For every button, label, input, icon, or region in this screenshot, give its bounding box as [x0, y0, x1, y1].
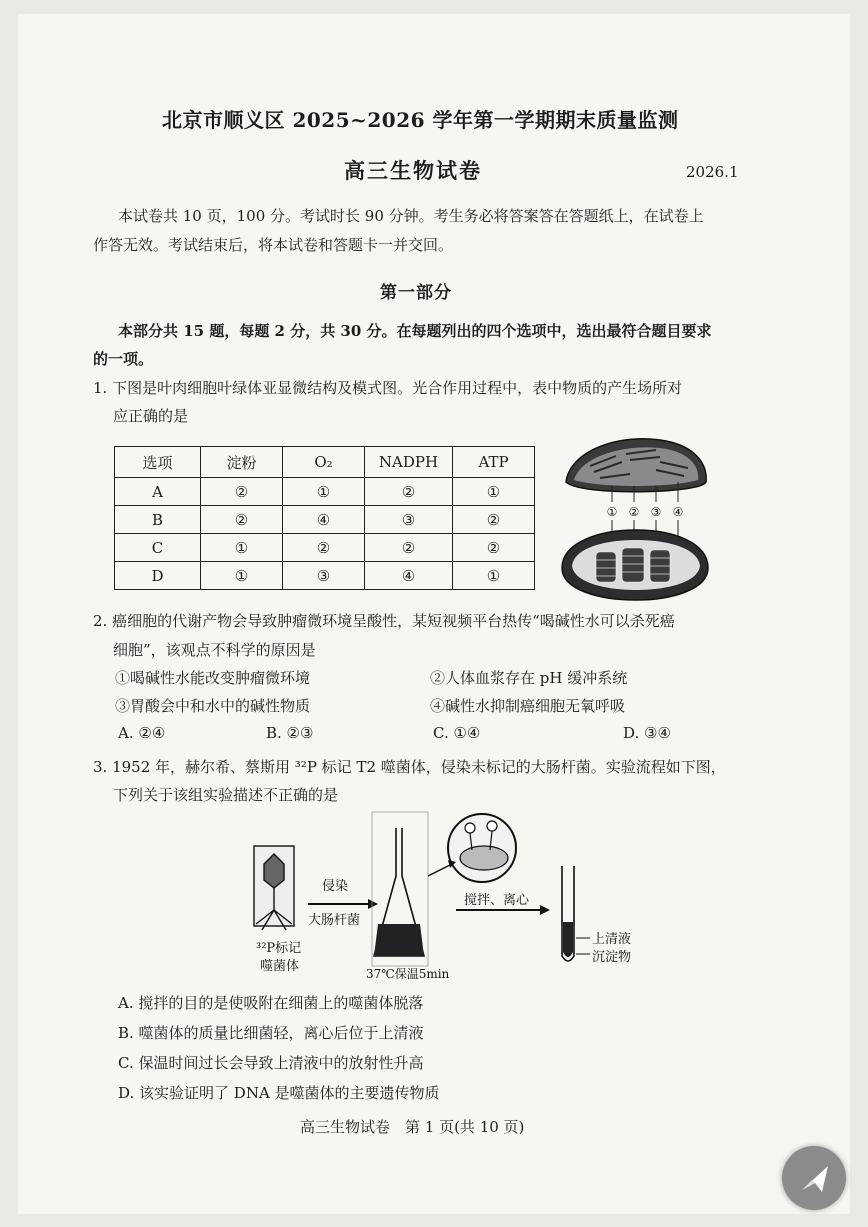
table-cell: ④: [283, 506, 365, 534]
table-cell: ②: [365, 534, 453, 562]
page-footer: 高三生物试卷 第 1 页(共 10 页): [300, 1118, 525, 1136]
table-cell: ③: [365, 506, 453, 534]
table-cell: ①: [201, 534, 283, 562]
floating-send-button[interactable]: [782, 1146, 846, 1210]
q1-options-table: [114, 446, 535, 590]
q2-statement-1: ①喝碱性水能改变肿瘤微环境: [115, 669, 311, 687]
table-header-cell: 选项: [115, 447, 201, 478]
phage-icon: [254, 846, 294, 930]
table-cell: ①: [453, 562, 535, 590]
q1-stem-line-2: 应正确的是: [113, 407, 189, 425]
table-cell: ②: [365, 478, 453, 506]
table-cell: C: [115, 534, 201, 562]
arrow1-label-top: 侵染: [322, 879, 349, 894]
figure-label-3: ③: [650, 505, 662, 519]
q3-option-d: D. 该实验证明了 DNA 是噬菌体的主要遗传物质: [118, 1084, 440, 1102]
phage-label-1: ³²P标记: [256, 941, 302, 956]
table-cell: A: [115, 478, 201, 506]
table-cell: ②: [453, 506, 535, 534]
phage-label-2: 噬菌体: [260, 959, 300, 974]
figure-label-2: ②: [628, 505, 640, 519]
table-cell: ②: [201, 506, 283, 534]
q3-option-a: A. 搅拌的目的是使吸附在细菌上的噬菌体脱落: [118, 994, 424, 1012]
q2-option-c: C. ①④: [433, 724, 481, 742]
q2-option-b: B. ②③: [266, 724, 314, 742]
table-cell: ②: [283, 534, 365, 562]
q2-statement-3: ③胃酸会中和水中的碱性物质: [115, 697, 311, 715]
table-cell: B: [115, 506, 201, 534]
table-header-cell: O₂: [283, 447, 365, 478]
exam-date: 2026.1: [686, 163, 739, 181]
flask-icon: [372, 812, 428, 966]
table-cell: ①: [201, 562, 283, 590]
sediment-label: 沉淀物: [592, 950, 632, 965]
exam-subtitle: 高三生物试卷: [344, 158, 482, 183]
table-cell: ③: [283, 562, 365, 590]
instructions-line-1: 本试卷共 10 页，100 分。考试时长 90 分钟。考生务必将答案答在答题纸上，在试卷上: [118, 207, 704, 225]
arrow2-label: 搅拌、离心: [464, 893, 530, 908]
flask-label: 37℃保温5min: [366, 967, 450, 981]
part-description-line-1: 本部分共 15 题，每题 2 分，共 30 分。在每题列出的四个选项中，选出最符合题目要求: [118, 322, 712, 340]
q2-option-a: A. ②④: [118, 724, 166, 742]
table-row: [115, 562, 535, 590]
figure-label-4: ④: [672, 505, 684, 519]
send-arrow-icon: [782, 1146, 846, 1210]
table-cell: ④: [365, 562, 453, 590]
table-cell: ①: [453, 478, 535, 506]
test-tube-icon: [562, 866, 590, 961]
table-row: [115, 506, 535, 534]
table-header-cell: ATP: [453, 447, 535, 478]
infection-zoom-icon: [428, 814, 516, 882]
table-header-cell: NADPH: [365, 447, 453, 478]
q2-option-d: D. ③④: [623, 724, 671, 742]
table-row: [115, 478, 535, 506]
q1-stem-line-1: 1. 下图是叶肉细胞叶绿体亚显微结构及模式图。光合作用过程中，表中物质的产生场所对: [93, 379, 683, 397]
experiment-flow-diagram: [250, 806, 670, 986]
q2-statement-4: ④碱性水抑制癌细胞无氧呼吸: [430, 697, 626, 715]
q3-option-b: B. 噬菌体的质量比细菌轻，离心后位于上清液: [118, 1024, 424, 1042]
q3-stem-line-2: 下列关于该组实验描述不正确的是: [113, 786, 339, 804]
table-cell: ②: [201, 478, 283, 506]
part-heading: 第一部分: [380, 283, 452, 303]
table-row: [115, 534, 535, 562]
figure-label-1: ①: [606, 505, 618, 519]
arrow1-label-bottom: 大肠杆菌: [308, 913, 361, 928]
table-header-cell: 淀粉: [201, 447, 283, 478]
q2-stem-line-2: 细胞”，该观点不科学的原因是: [113, 641, 316, 659]
table-cell: ①: [283, 478, 365, 506]
supernatant-label: 上清液: [592, 932, 632, 947]
exam-title: 北京市顺义区 2025~2026 学年第一学期期末质量监测: [162, 108, 679, 132]
chloroplast-diagram: [560, 430, 710, 602]
part-description-line-2: 的一项。: [93, 350, 154, 368]
q2-statement-2: ②人体血浆存在 pH 缓冲系统: [430, 669, 628, 687]
table-cell: D: [115, 562, 201, 590]
q3-stem-line-1: 3. 1952 年，赫尔希、蔡斯用 ³²P 标记 T2 噬菌体，侵染未标记的大肠杆菌。实验流程如下图，: [93, 758, 726, 776]
table-header-row: [115, 447, 535, 478]
q2-stem-line-1: 2. 癌细胞的代谢产物会导致肿瘤微环境呈酸性，某短视频平台热传“喝碱性水可以杀死癌: [93, 612, 675, 630]
instructions-line-2: 作答无效。考试结束后，将本试卷和答题卡一并交回。: [93, 236, 454, 254]
table-cell: ②: [453, 534, 535, 562]
q3-option-c: C. 保温时间过长会导致上清液中的放射性升高: [118, 1054, 424, 1072]
